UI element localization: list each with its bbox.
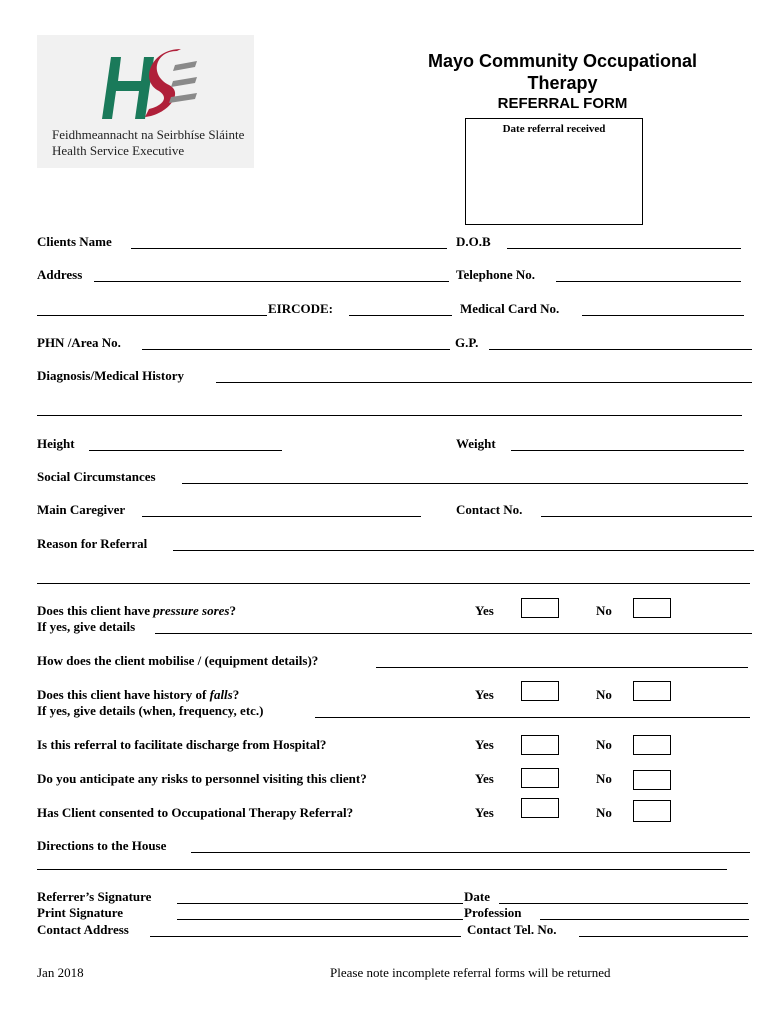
phn-area-field[interactable] (142, 349, 450, 350)
profession-label: Profession (464, 905, 522, 920)
logo-text-english: Health Service Executive (52, 143, 185, 158)
phn-area-label: PHN /Area No. (37, 335, 121, 350)
risks-no-checkbox[interactable] (633, 770, 671, 790)
print-signature-field[interactable] (177, 919, 463, 920)
reason-field-line2[interactable] (37, 583, 750, 584)
discharge-yes-checkbox[interactable] (521, 735, 559, 755)
date-label: Date (464, 889, 490, 904)
hse-logo (37, 35, 254, 168)
telephone-field[interactable] (556, 281, 741, 282)
discharge-no-checkbox[interactable] (633, 735, 671, 755)
contact-tel-field[interactable] (579, 936, 748, 937)
medical-card-field[interactable] (582, 315, 744, 316)
form-title-line1: Mayo Community Occupational (427, 51, 698, 71)
reason-field[interactable] (173, 550, 754, 551)
eircode-label: EIRCODE: (268, 301, 334, 316)
address-line2-field[interactable] (37, 315, 267, 316)
diagnosis-field-line2[interactable] (37, 415, 742, 416)
consent-question: Has Client consented to Occupational Therapy Referral? (37, 805, 354, 820)
pressure-details-label: If yes, give details (37, 619, 136, 634)
consent-no-checkbox[interactable] (633, 800, 671, 822)
height-label: Height (37, 436, 75, 451)
social-circumstances-field[interactable] (182, 483, 748, 484)
weight-field[interactable] (511, 450, 744, 451)
date-field[interactable] (499, 903, 748, 904)
social-circumstances-label: Social Circumstances (37, 469, 156, 484)
consent-no-label: No (596, 805, 612, 820)
eircode-field[interactable] (349, 315, 452, 316)
pressure-yes-label: Yes (475, 603, 494, 618)
form-subtitle: REFERRAL FORM (497, 95, 628, 112)
main-caregiver-field[interactable] (142, 516, 421, 517)
discharge-no-label: No (596, 737, 612, 752)
referrer-signature-label: Referrer’s Signature (37, 889, 152, 904)
dob-field[interactable] (507, 248, 741, 249)
pressure-sores-question: Does this client have pressure sores? (37, 603, 236, 618)
contact-address-label: Contact Address (37, 922, 129, 937)
discharge-question: Is this referral to facilitate discharge from Hospital? (37, 737, 327, 752)
contact-no-field[interactable] (541, 516, 752, 517)
risks-no-label: No (596, 771, 612, 786)
contact-tel-label: Contact Tel. No. (467, 922, 557, 937)
falls-no-label: No (596, 687, 612, 702)
falls-question: Does this client have history of falls? (37, 687, 240, 702)
mobilise-question: How does the client mobilise / (equipment details)? (37, 653, 319, 668)
gp-label: G.P. (455, 335, 479, 350)
main-caregiver-label: Main Caregiver (37, 502, 126, 517)
directions-field-line2[interactable] (37, 869, 727, 870)
pressure-no-checkbox[interactable] (633, 598, 671, 618)
date-received-box[interactable] (465, 118, 643, 225)
address-label: Address (37, 267, 83, 282)
pressure-yes-checkbox[interactable] (521, 598, 559, 618)
referrer-signature-field[interactable] (177, 903, 463, 904)
telephone-label: Telephone No. (456, 267, 535, 282)
logo-text-irish: Feidhmeannacht na Seirbhíse Sláinte (52, 127, 245, 142)
mobilise-field[interactable] (376, 667, 748, 668)
clients-name-label: Clients Name (37, 234, 112, 249)
footer-note: Please note incomplete referral forms will be returned (330, 965, 611, 980)
hse-logo-mark-icon (97, 45, 207, 120)
falls-yes-checkbox[interactable] (521, 681, 559, 701)
medical-card-label: Medical Card No. (460, 301, 560, 316)
risks-yes-checkbox[interactable] (521, 768, 559, 788)
print-signature-label: Print Signature (37, 905, 124, 920)
diagnosis-field[interactable] (216, 382, 752, 383)
footer-date: Jan 2018 (37, 965, 84, 980)
discharge-yes-label: Yes (475, 737, 494, 752)
falls-details-label: If yes, give details (when, frequency, etc.) (37, 703, 264, 718)
address-field[interactable] (94, 281, 449, 282)
contact-address-field[interactable] (150, 936, 461, 937)
risks-question: Do you anticipate any risks to personnel visiting this client? (37, 771, 367, 786)
dob-label: D.O.B (456, 234, 491, 249)
height-field[interactable] (89, 450, 282, 451)
profession-field[interactable] (540, 919, 749, 920)
diagnosis-label: Diagnosis/Medical History (37, 368, 184, 383)
consent-yes-label: Yes (475, 805, 494, 820)
falls-details-field[interactable] (315, 717, 750, 718)
consent-yes-checkbox[interactable] (521, 798, 559, 818)
falls-no-checkbox[interactable] (633, 681, 671, 701)
risks-yes-label: Yes (475, 771, 494, 786)
pressure-no-label: No (596, 603, 612, 618)
date-received-label: Date referral received (502, 123, 606, 135)
reason-label: Reason for Referral (37, 536, 148, 551)
falls-yes-label: Yes (475, 687, 494, 702)
pressure-details-field[interactable] (155, 633, 752, 634)
gp-field[interactable] (489, 349, 752, 350)
directions-field[interactable] (191, 852, 750, 853)
directions-label: Directions to the House (37, 838, 167, 853)
form-title-line2: Therapy (527, 73, 598, 93)
contact-no-label: Contact No. (456, 502, 523, 517)
clients-name-field[interactable] (131, 248, 447, 249)
weight-label: Weight (456, 436, 496, 451)
